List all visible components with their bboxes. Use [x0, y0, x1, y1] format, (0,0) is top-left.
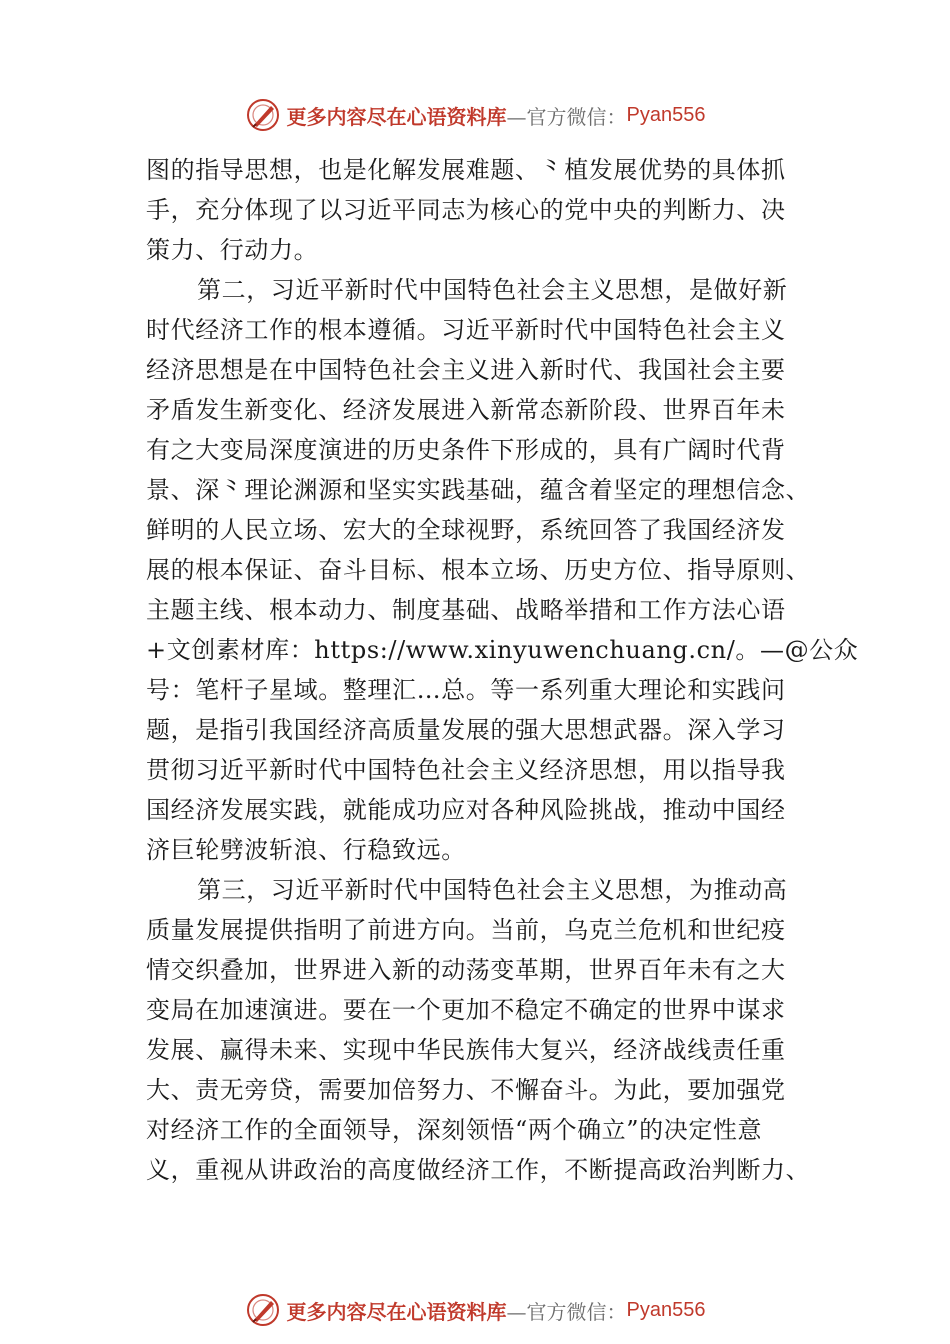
- body-line: 经济思想是在中国特色社会主义进入新时代、我国社会主要: [146, 356, 786, 384]
- body-line: 时代经济工作的根本遵循。习近平新时代中国特色社会主义: [146, 316, 786, 344]
- body-line: +文创素材库：https://www.xinyuwenchuang.cn/。—@公众: [146, 636, 859, 664]
- body-line: 主题主线、根本动力、制度基础、战略举措和工作方法心语: [146, 596, 786, 624]
- body-line: 对经济工作的全面领导，深刻领悟“两个确立”的决定性意: [146, 1116, 763, 1144]
- banner-title: 更多内容尽在心语资料库: [286, 1299, 507, 1324]
- body-line: 情交织叠加，世界进入新的动荡变革期，世界百年未有之大: [146, 956, 786, 984]
- quill-seal-icon: [245, 1292, 281, 1328]
- paragraph-start-line: 第三，习近平新时代中国特色社会主义思想，为推动高: [197, 876, 788, 904]
- header-banner: [0, 95, 950, 135]
- body-line: 图的指导思想，也是化解发展难题、⺀植发展优势的具体抓: [146, 156, 786, 184]
- body-line: 大、责无旁贷，需要加倍努力、不懈奋斗。为此，要加强党: [146, 1076, 786, 1104]
- banner-separator: —官方微信：: [506, 104, 627, 129]
- body-line: 景、深⺀理论渊源和坚实实践基础，蕴含着坚定的理想信念、: [146, 476, 811, 504]
- body-line: 济巨轮劈波斩浪、行稳致远。: [146, 836, 466, 864]
- banner-separator: —官方微信：: [506, 1299, 627, 1324]
- banner-wechat-id: Pyan556: [626, 1298, 706, 1321]
- body-line: 有之大变局深度演进的历史条件下形成的，具有广阔时代背: [146, 436, 786, 464]
- paragraph-start-line: 第二，习近平新时代中国特色社会主义思想，是做好新: [197, 276, 788, 304]
- body-line: 义，重视从讲政治的高度做经济工作，不断提高政治判断力、: [146, 1156, 811, 1184]
- footer-banner: [0, 1290, 950, 1330]
- banner-title: 更多内容尽在心语资料库: [286, 104, 507, 129]
- body-line: 策力、行动力。: [146, 236, 319, 264]
- body-line: 手，充分体现了以习近平同志为核心的党中央的判断力、决: [146, 196, 786, 224]
- body-line: 质量发展提供指明了前进方向。当前，乌克兰危机和世纪疫: [146, 916, 786, 944]
- quill-seal-icon: [245, 97, 281, 133]
- body-line: 号：笔杆子星域。整理汇…总。等一系列重大理论和实践问: [146, 676, 786, 704]
- body-line: 变局在加速演进。要在一个更加不稳定不确定的世界中谋求: [146, 996, 786, 1024]
- body-line: 矛盾发生新变化、经济发展进入新常态新阶段、世界百年未: [146, 396, 786, 424]
- banner-wechat-id: Pyan556: [626, 103, 706, 126]
- body-line: 题，是指引我国经济高质量发展的强大思想武器。深入学习: [146, 716, 786, 744]
- body-line: 鲜明的人民立场、宏大的全球视野，系统回答了我国经济发: [146, 516, 786, 544]
- body-line: 展的根本保证、奋斗目标、根本立场、历史方位、指导原则、: [146, 556, 811, 584]
- body-line: 国经济发展实践，就能成功应对各种风险挑战，推动中国经: [146, 796, 786, 824]
- body-line: 发展、赢得未来、实现中华民族伟大复兴，经济战线责任重: [146, 1036, 786, 1064]
- body-line: 贯彻习近平新时代中国特色社会主义经济思想，用以指导我: [146, 756, 786, 784]
